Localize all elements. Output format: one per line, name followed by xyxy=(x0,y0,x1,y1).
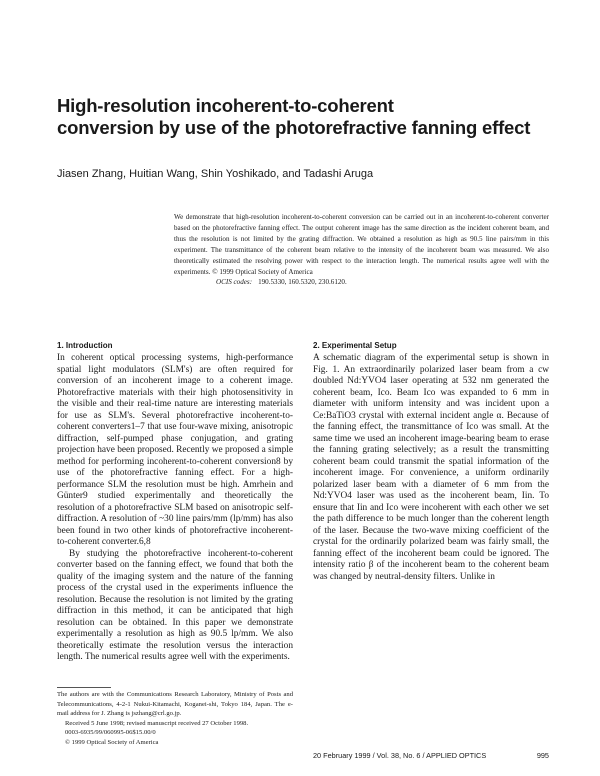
left-column xyxy=(57,340,293,664)
footnote-copyright: © 1999 Optical Society of America xyxy=(65,738,159,746)
title-line-2: conversion by use of the photorefractive fanning effect xyxy=(57,117,531,138)
journal-citation: 20 February 1999 / Vol. 38, No. 6 / APPLIED OPTICS xyxy=(313,751,487,760)
footnote xyxy=(57,690,293,748)
ocis-label: OCIS codes: xyxy=(216,278,253,287)
page-number: 995 xyxy=(536,751,549,760)
author-list: Jiasen Zhang, Huitian Wang, Shin Yoshikado, and Tadashi Aruga xyxy=(57,168,374,180)
section-heading-experimental-setup: 2. Experimental Setup xyxy=(313,341,397,350)
abstract xyxy=(174,212,549,288)
ocis-codes xyxy=(174,277,549,288)
page-footer xyxy=(313,751,549,760)
abstract-text: We demonstrate that high-resolution incoherent-to-coherent conversion can be carried out in an incoherent-to-coherent converter based on the photorefractive fanning effect. The output coherent image has the same direction as the incident coherent beam, and thus the resolution is not limited by the grating diffraction. We obtained a resolution as high as 90.5 line pairs/mm in this experiment. The transmittance of the coherent beam relative to the intensity of the incoherent beam was measured. We also theoretically estimated the resolving power with respect to the interaction length. The numerical results agree well with the experiments. © 1999 Optical Society of America xyxy=(174,213,549,276)
footnote-affiliation: The authors are with the Communications Research Laboratory, Ministry of Posts and Telecommunications, 4-2-1 Nukui-Kitamachi, Koganei-shi, Tokyo 184, Japan. The e-mail address for J. Zhang is jszhang@crl.go.jp. xyxy=(57,691,293,718)
introduction-paragraph-2: By studying the photorefractive incoherent-to-coherent converter based on the fanning effect, we found that both the quality of the imaging system and the nature of the fanning process of the crystal used in the experiments influence the resolution. Because the resolution is not limited by the grating diffraction in this method, it can be anticipated that high resolution can be obtained. In this paper we demonstrate experimentally a resolution as high as 90.5 lp/mm. We also theoretically estimate the resolution versus the interaction length. The numerical results agree well with the experiments. xyxy=(57,548,293,662)
article-title xyxy=(57,95,557,139)
section-heading-introduction: 1. Introduction xyxy=(57,341,113,350)
footnote-received: Received 5 June 1998; revised manuscript received 27 October 1998. xyxy=(65,719,249,727)
title-line-1: High-resolution incoherent-to-coherent xyxy=(57,95,394,116)
footnote-divider xyxy=(57,687,111,688)
ocis-code-values: 190.5330, 160.5320, 230.6120. xyxy=(258,278,347,287)
setup-paragraph-1: A schematic diagram of the experimental setup is shown in Fig. 1. An extraordinarily polarized laser beam from a cw doubled Nd:YVO4 laser operating at 532 nm generated the coherent beam, Ico. Beam Ico was expanded to 6 mm in diameter with uniform intensity and was incident upon a Ce:BaTiO3 crystal with external incident angle α. Because of the fanning effect, the transmittance of Ico was small. At the same time we used an incoherent image-bearing beam to erase the fanning grating selectively; as a result the transmitting coherent beam could transmit the spatial information of the incoherent image. For convenience, a uniform ordinarily polarized laser beam with a diameter of 6 mm from the Nd:YVO4 laser was used as the incoherent beam, Iin. To ensure that Iin and Ico were incoherent with each other we set the path difference to be much longer than the coherent length of the laser. Because the two-wave mixing coefficient of the crystal for the ordinarily polarized beam was fairly small, the fanning effect of the incoherent beam could be ignored. The intensity ratio β of the incoherent beam to the coherent beam was changed by neutral-density filters. Unlike in xyxy=(313,353,549,582)
introduction-paragraph-1: In coherent optical processing systems, high-performance spatial light modulators (SLM's) are often required for conversion of an incoherent image to a coherent image. Photorefractive materials with their high photosensitivity in the visible and their real-time nature are interesting materials for use as SLM's. Several photorefractive incoherent-to-coherent converters1–7 that use four-wave mixing, anisotropic diffraction, self-pumped phase conjugation, and grating projection have been proposed. Recently we proposed a simple method for performing incoherent-to-coherent conversion8 by use of the photorefractive fanning effect. For a high-performance SLM the resolution must be high. Amrhein and Günter9 studied experimentally and theoretically the resolution of a photorefractive SLM based on anisotropic self-diffraction. A resolution of ~30 line pairs/mm (lp/mm) has also been found in two other kinds of photorefractive incoherent-to-coherent converter.6,8 xyxy=(57,353,293,547)
footnote-code: 0003-6935/99/060995-06$15.00/0 xyxy=(65,729,156,737)
right-column xyxy=(313,340,549,583)
